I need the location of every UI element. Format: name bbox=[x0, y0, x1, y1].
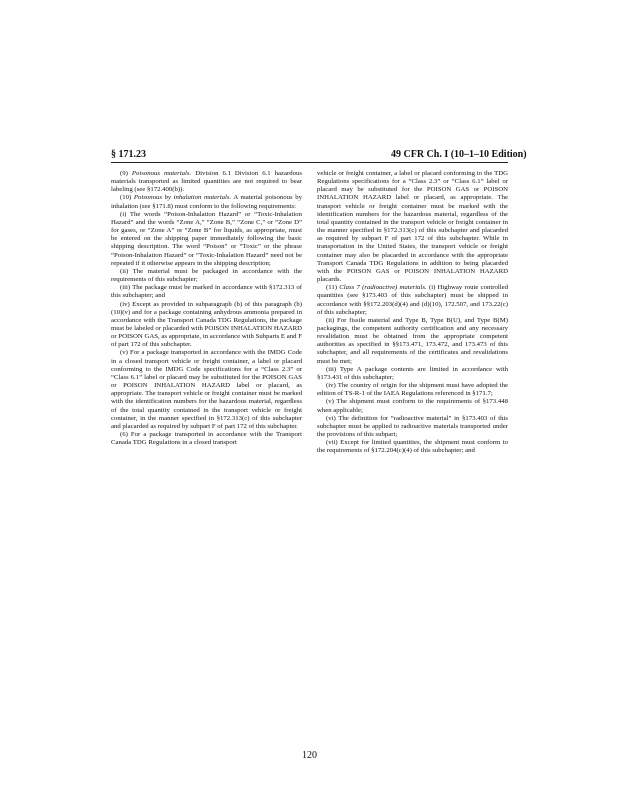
paragraph bbox=[111, 194, 302, 210]
paragraph-heading: Class 7 (radioactive) materials. bbox=[339, 284, 427, 292]
paragraph bbox=[317, 439, 508, 455]
paragraph-text: vehicle or freight container, a label or placard conforming to the TDG Regulations specifications for a “Class 2.3” or “Class 6.1” label or placard may be substituted for the POISON GAS or POISON INHALATION HAZARD label or placard, as appropriate. The transport vehicle or freight container must be marked with the identification numbers for the hazardous material, regardless of the total quantity contained in the transport vehicle or freight container in the manner specified in §172.313(c) of this subchapter and placarded as required by subpart F of part 172 of this subchapter. While in transportation in the United States, the transport vehicle or freight container may also be placarded in accordance with the appropriate Transport Canada TDG Regulations in addition to being placarded with the POISON GAS or POISON INHALATION HAZARD placards. bbox=[317, 170, 508, 284]
paragraph-text: (vii) Except for limited quantities, the shipment must conform to the requirements of §172.204(c)(4) of this subchapter; and bbox=[317, 439, 508, 455]
paragraph bbox=[317, 415, 508, 439]
paragraph-lead: (10) bbox=[120, 194, 134, 202]
paragraph-text: (vi) The definition for “radioactive material” in §173.403 of this subchapter must be applied to radioactive materials transported under the provisions of this subpart; bbox=[317, 414, 508, 438]
paragraph bbox=[111, 284, 302, 300]
right-column bbox=[317, 170, 508, 455]
paragraph bbox=[317, 398, 508, 414]
paragraph-text: (i) Highway route controlled quantities (see §173.403 of this subchapter) must be shipped in accordance with §§172.203(d)(4) and (d)(10), 172.507, and 173.22(c) of this subchapter; bbox=[317, 284, 508, 316]
paragraph-text: (ii) For fissile material and Type B, Type B(U), and Type B(M) packagings, the competent authority certification and any necessary revalidation must be obtained from the appropriate competent authorities as specified in §§173.471, 173.472, and 173.473 of this subchapter, and all requirements of the certificates and revalidations must be met; bbox=[317, 316, 508, 365]
paragraph bbox=[111, 211, 302, 268]
paragraph bbox=[111, 349, 302, 431]
paragraph-text: A material poisonous by inhalation (see §171.8) must conform to the following requirements: bbox=[111, 194, 303, 210]
paragraph-text: (ii) The material must be packaged in accordance with the requirements of this subchapter; bbox=[111, 267, 302, 284]
paragraph bbox=[111, 301, 302, 350]
paragraph bbox=[111, 268, 302, 284]
paragraph-text: (v) For a package transported in accordance with the IMDG Code in a closed transport vehicle or freight container, a label or placard conforming to the IMDG Code specifications for a “Class 2.3” or “Class 6.1” label or placard may be substituted for the POISON GAS or POISON INHALATION HAZARD label or placard, as appropriate. The transport vehicle or freight container must be marked with the identification numbers for the hazardous material, regardless of the total quantity contained in the transport vehicle or freight container, in the manner specified in §172.313(c) of this subchapter and placarded as required by subpart F of part 172 of this subchapter. bbox=[111, 349, 302, 430]
paragraph-text: (iii) Type A package contents are limited in accordance with §173.431 of this subchapter; bbox=[317, 365, 508, 381]
running-title: 49 CFR Ch. I (10–1–10 Edition) bbox=[391, 149, 527, 160]
paragraph-text: (i) The words “Poison-Inhalation Hazard” or “Toxic-Inhalation Hazard” and the words “Zone A,” “Zone B,” “Zone C,” or “Zone D” for gases, or “Zone A” or “Zone B” for liquids, as appropriate, must be entered on the shipping paper immediately following the basic shipping description. The word “Poison” or “Toxic” or the phrase “Poison-Inhalation Hazard” or “Toxic-Inhalation Hazard” need not be repeated if it otherwise appears in the shipping description; bbox=[111, 210, 302, 267]
paragraph-heading: Poisonous by inhalation materials. bbox=[133, 194, 232, 202]
paragraph-text: Division 6.1 Division 6.1 hazardous materials transported as limited quantities are not required to bear labeling (see §172.400(b)). bbox=[111, 170, 302, 194]
paragraph bbox=[111, 431, 302, 447]
paragraph-heading: Poisonous materials. bbox=[131, 170, 192, 177]
paragraph bbox=[317, 317, 508, 366]
paragraph-text: (6) For a package transported in accordance with the Transport Canada TDG Regulations in a closed transport bbox=[111, 431, 302, 447]
section-number: § 171.23 bbox=[111, 149, 146, 160]
paragraph bbox=[111, 170, 302, 194]
page-number: 120 bbox=[302, 750, 317, 761]
paragraph-text: (iv) Except as provided in subparagraph (b) of this paragraph (b)(10)(v) and for a package containing anhydrous ammonia prepared in accordance with the Transport Canada TDG Regulations, the package must be labeled or placarded with POISON INHALATION HAZARD or POISON GAS, as appropriate, in accordance with Subparts E and F of part 172 of this subchapter. bbox=[111, 300, 302, 349]
left-column bbox=[111, 170, 302, 447]
paragraph bbox=[317, 284, 508, 317]
paragraph-lead: (11) bbox=[326, 284, 340, 292]
paragraph bbox=[317, 170, 508, 284]
paragraph-lead: (9) bbox=[120, 170, 132, 177]
header-rule bbox=[111, 162, 508, 163]
paragraph-text: (v) The shipment must conform to the requirements of §173.448 when applicable; bbox=[317, 398, 508, 414]
paragraph-text: (iv) The country of origin for the shipment must have adopted the edition of TS-R-1 of the IAEA Regulations referenced in §171.7; bbox=[317, 382, 508, 398]
paragraph bbox=[317, 382, 508, 398]
paragraph bbox=[317, 366, 508, 382]
paragraph-text: (iii) The package must be marked in accordance with §172.313 of this subchapter; and bbox=[111, 284, 302, 300]
